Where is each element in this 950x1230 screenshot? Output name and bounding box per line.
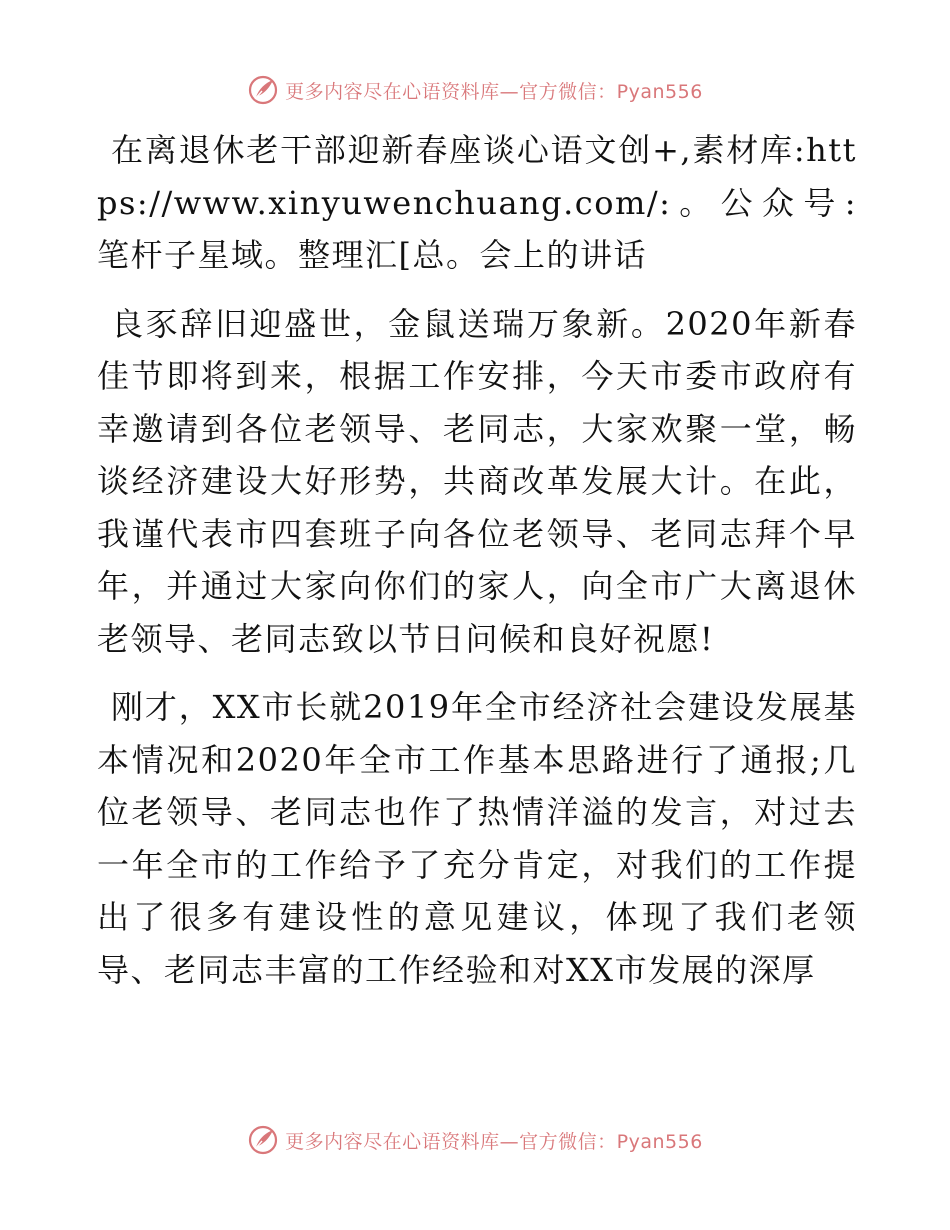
paragraph-report: 刚才，XX市长就2019年全市经济社会建设发展基本情况和2020年全市工作基本思路进行了通报;几位老领导、老同志也作了热情洋溢的发言，对过去一年全市的工作给予了充分肯定，对我们的工作提出了很多有建设性的意见建议，体现了我们老领导、老同志丰富的工作经验和对XX市发展的深厚 bbox=[97, 688, 857, 989]
paragraph-title: 在离退休老干部迎新春座谈心语文创+,素材库:https://www.xinyuwenchuang.com/:。公众号: 笔杆子星域。整理汇[总。会上的讲话 bbox=[97, 131, 857, 274]
watermark-banner-top bbox=[0, 70, 950, 110]
feather-pen-logo-icon bbox=[247, 74, 279, 106]
watermark-text: 更多内容尽在心语资料库—官方微信：Pyan556 bbox=[285, 80, 703, 103]
paragraph-greeting: 良豕辞旧迎盛世，金鼠送瑞万象新。2020年新春佳节即将到来，根据工作安排，今天市委市政府有幸邀请到各位老领导、老同志，大家欢聚一堂，畅谈经济建设大好形势，共商改革发展大计。在此，我谨代表市四套班子向各位老领导、老同志拜个早年，并通过大家向你们的家人，向全市广大离退休老领导、老同志致以节日问候和良好祝愿! bbox=[97, 304, 857, 658]
watermark-text: 更多内容尽在心语资料库—官方微信：Pyan556 bbox=[285, 1130, 703, 1153]
feather-pen-logo-icon bbox=[247, 1124, 279, 1156]
watermark-banner-bottom bbox=[0, 1120, 950, 1160]
document-body bbox=[97, 124, 857, 1012]
